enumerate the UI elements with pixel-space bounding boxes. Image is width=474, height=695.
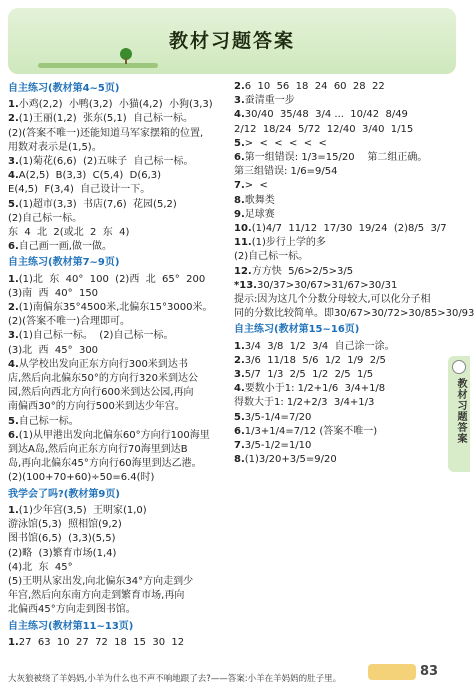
answer-text: (1)自己标一标。 (2)自己标一标。 <box>18 330 174 342</box>
answer-line <box>8 98 228 112</box>
footer-riddle: 大灰狼被绕了羊妈妈,小羊为什么也不声不响地跟了去?——答案:小羊在羊妈妈的肚子里。 <box>8 674 342 684</box>
section-heading: 我学会了吗?(教材第9页) <box>8 488 120 500</box>
answer-line <box>234 80 444 94</box>
section-heading: 自主练习(教材第11~13页) <box>8 620 134 632</box>
answer-line <box>8 198 228 212</box>
answer-text: E(4,5) F(3,4) 自己设计一下。 <box>8 184 151 196</box>
answer-line <box>8 561 228 575</box>
answer-text: (2)(100+70+60)÷50=6.4(时) <box>8 472 155 484</box>
answer-line <box>234 236 444 250</box>
answer-text: > < <box>244 180 268 192</box>
answer-text: 提示:因为这几个分数分母较大,可以化分子相 <box>234 294 431 306</box>
answer-line <box>8 636 228 650</box>
answer-text: 游泳馆(5,3) 照相馆(9,2) <box>8 519 122 531</box>
question-number: 7. <box>234 180 245 192</box>
answer-line <box>234 307 474 321</box>
answer-line <box>234 439 444 453</box>
question-number: 2. <box>234 81 245 92</box>
answer-text: 东 4 北 2(或北 2 东 4) <box>8 227 130 239</box>
question-number: 3. <box>234 369 245 381</box>
answer-text: 自己标一标。 <box>18 415 79 427</box>
answer-text: (1)王丽(1,2) 张东(5,1) 自己标一标。 <box>18 113 194 125</box>
answer-text: 要数小于1: 1/2+1/6 3/4+1/8 <box>244 383 386 395</box>
answer-text: 3/4 3/8 1/2 3/4 自己涂一涂。 <box>244 340 395 352</box>
answer-text: (2)自己标一标。 <box>234 251 309 263</box>
side-tab-label: 教材习题答案 <box>455 378 466 444</box>
answer-line <box>234 250 444 264</box>
answer-text: (1)从甲港出发向北偏东60°方向行100海里 <box>18 429 210 441</box>
page-title: 教材习题答案 <box>168 30 295 52</box>
answer-text: (2)略 (3)繁育市场(1,4) <box>8 547 117 559</box>
question-number: 6. <box>8 241 19 253</box>
answer-text: 南偏西30°的方向行500米到达少年宫。 <box>8 401 185 413</box>
answer-text: 同的分数比较简单。即30/67>30/72>30/85>30/93 <box>234 308 474 320</box>
mascot-icon <box>452 360 466 374</box>
answer-line <box>8 301 228 315</box>
section-heading: 自主练习(教材第4~5页) <box>8 83 120 94</box>
answer-text: 3/5-1/2=1/10 <box>244 440 312 452</box>
answer-text: (3)北 西 45° 300 <box>8 344 99 356</box>
answer-text: 年宫,然后向东南方向走到繁育市场,再向 <box>8 590 185 602</box>
question-number: 3. <box>234 95 245 107</box>
answer-text: 到达A岛,然后向正东方向行70海里到达B <box>8 444 188 456</box>
answer-line <box>8 315 228 329</box>
answer-text: 足球赛 <box>244 208 275 220</box>
question-number: 5. <box>8 198 19 210</box>
answer-line <box>234 208 444 222</box>
answer-line <box>234 425 444 439</box>
answer-text: (1)北 东 40° 100 (2)西 北 65° 200 <box>18 273 206 285</box>
answer-line <box>234 108 444 122</box>
answer-text: 3/6 11/18 5/6 1/2 1/9 2/5 <box>244 354 386 366</box>
question-number: 6. <box>234 425 245 437</box>
answer-line <box>8 589 228 603</box>
question-number: 1. <box>234 340 245 352</box>
answer-line <box>8 155 228 169</box>
side-tab <box>448 356 470 472</box>
answer-line <box>234 151 444 165</box>
answer-text: 30/40 35/48 3/4 ... 10/42 8/49 <box>244 109 408 121</box>
answer-line <box>234 222 447 236</box>
answer-line <box>8 169 228 183</box>
answer-text: (1)超市(3,3) 书店(7,6) 花园(5,2) <box>18 198 177 210</box>
answer-line <box>234 194 444 208</box>
answer-text: (3)南 西 40° 150 <box>8 287 99 299</box>
answer-text: (5)王明从家出发,向北偏东34°方向走到少 <box>8 575 194 587</box>
answer-text: 小鸡(2,2) 小鸭(3,2) 小猫(4,2) 小狗(3,3) <box>18 99 213 111</box>
answer-text: (1)4/7 11/12 17/30 19/24 (2)8/5 3/7 <box>251 223 447 235</box>
question-number: 1. <box>8 504 19 516</box>
question-number: 3. <box>8 156 19 168</box>
question-number: 1. <box>8 99 19 111</box>
answer-line <box>234 94 444 108</box>
question-number: 6. <box>234 152 245 164</box>
answer-line <box>234 382 444 396</box>
answer-line <box>8 127 228 141</box>
answer-line <box>234 279 444 293</box>
answer-line <box>234 354 444 368</box>
answer-line <box>8 457 228 471</box>
answer-line <box>234 165 444 179</box>
answer-text: 6 10 56 18 24 60 28 22 <box>244 81 385 92</box>
question-number: 9. <box>234 208 245 220</box>
answer-line <box>234 396 444 410</box>
answer-text: 歌舞类 <box>244 194 275 206</box>
question-number: 5. <box>234 137 245 149</box>
answer-line <box>234 137 444 151</box>
answer-line <box>8 358 228 372</box>
question-number: 5. <box>8 415 19 427</box>
answer-text: 北偏西45°方向走到图书馆。 <box>8 604 136 616</box>
answer-text: 蚕清重一步 <box>244 95 295 107</box>
answer-text: (1)3/20+3/5=9/20 <box>244 454 337 466</box>
answer-line <box>8 240 228 254</box>
answer-text: 第三组错误: 1/6=9/54 <box>234 166 338 178</box>
answer-line <box>234 340 444 354</box>
answer-text: (2)(答案不唯一)还能知道马军家摆箱的位置, <box>8 127 204 139</box>
question-number: 12. <box>234 265 252 277</box>
answer-line <box>8 212 228 226</box>
question-number: 2. <box>8 113 19 125</box>
question-number: 4. <box>234 383 245 395</box>
question-number: 11. <box>234 237 252 249</box>
answer-line <box>234 411 444 425</box>
answer-text: 方方快 5/6>2/5>3/5 <box>251 265 354 277</box>
answer-text: 岛,再向北偏东45°方向行60海里到达乙港。 <box>8 458 202 470</box>
grass-decoration <box>38 63 158 68</box>
answer-text: (4)北 东 45° <box>8 561 73 573</box>
answer-line <box>8 386 228 400</box>
answer-text: 2/12 18/24 5/72 12/40 3/40 1/15 <box>234 123 414 135</box>
answer-text: 自己画一画,做一做。 <box>18 241 112 253</box>
answer-text: 第一组错误: 1/3=15/20 第二组正确。 <box>244 152 428 164</box>
answer-line <box>8 329 228 343</box>
answer-line <box>8 415 228 429</box>
question-number: 8. <box>234 194 245 206</box>
answer-line <box>8 504 228 518</box>
answer-text: (1)少年宫(3,5) 王明家(1,0) <box>18 504 147 516</box>
answer-line <box>8 372 228 386</box>
answer-text: 得数大于1: 1/2+2/3 3/4+1/3 <box>234 397 375 409</box>
left-column <box>8 80 228 650</box>
question-number: 4. <box>234 109 245 121</box>
answer-line <box>8 344 228 358</box>
answer-line <box>8 575 228 589</box>
answer-line <box>8 443 228 457</box>
question-number: 1. <box>8 636 19 648</box>
answer-line <box>8 532 228 546</box>
answer-line <box>8 603 228 617</box>
question-number: 1. <box>8 273 19 285</box>
answer-line <box>234 293 444 307</box>
answer-line <box>234 179 444 193</box>
question-number: 6. <box>8 429 19 441</box>
answer-text: (1)步行上学的多 <box>251 237 326 249</box>
header-banner <box>8 8 456 74</box>
answer-line <box>8 141 228 155</box>
answer-text: 用数对表示是(1,5)。 <box>8 141 102 153</box>
answer-line <box>8 226 228 240</box>
question-number: 4. <box>8 358 19 370</box>
question-number: 2. <box>234 354 245 366</box>
section-heading: 自主练习(教材第15~16页) <box>234 324 360 336</box>
answer-line <box>8 273 228 287</box>
answer-text: 5/7 1/3 2/5 1/2 2/5 1/5 <box>244 369 374 381</box>
answer-text: 店,然后向北偏东50°的方向行320米到达公 <box>8 373 198 385</box>
question-number: 8. <box>234 454 245 466</box>
answer-text: 园,然后向西北方向行600米到达公园,再向 <box>8 387 194 399</box>
answer-text: A(2,5) B(3,3) C(5,4) D(6,3) <box>18 170 162 182</box>
answer-line <box>8 471 228 485</box>
question-number: 10. <box>234 223 252 235</box>
answer-text: 从学校出发向正东方向行300米到达书 <box>18 358 188 370</box>
answer-line <box>8 183 228 197</box>
answer-line <box>8 518 228 532</box>
question-number: 7. <box>234 440 245 452</box>
answer-line <box>234 368 444 382</box>
answer-text: (2)自己标一标。 <box>8 212 83 224</box>
answer-text: (2)(答案不唯一)合理即可。 <box>8 316 130 328</box>
answer-text: > < < < < < <box>244 137 327 149</box>
section-heading: 自主练习(教材第7~9页) <box>8 257 120 269</box>
answer-line <box>8 400 228 414</box>
question-number: *13. <box>234 279 257 291</box>
answer-line <box>234 453 444 467</box>
answer-text: 27 63 10 27 72 18 15 30 12 <box>18 636 185 648</box>
answer-text: 30/37>30/67>31/67>30/31 <box>256 279 398 291</box>
answer-line <box>8 547 228 561</box>
answer-text: 3/5-1/4=7/20 <box>244 411 312 423</box>
answer-text: (1)菊花(6,6) (2)五味子 自己标一标。 <box>18 156 194 168</box>
answer-line <box>8 112 228 126</box>
answer-line <box>234 123 444 137</box>
answer-line <box>234 265 444 279</box>
answer-text: (1)南偏东35°4500米,北偏东15°3000米。 <box>18 302 213 314</box>
answer-line <box>8 429 228 443</box>
question-number: 3. <box>8 330 19 342</box>
question-number: 2. <box>8 302 19 314</box>
question-number: 5. <box>234 411 245 423</box>
page-number: 83 <box>420 664 439 679</box>
question-number: 4. <box>8 170 19 182</box>
answer-line <box>8 287 228 301</box>
answer-text: 图书馆(6,5) (3,3)(5,5) <box>8 533 116 545</box>
answer-text: 1/3+1/4=7/12 (答案不唯一) <box>244 425 378 437</box>
